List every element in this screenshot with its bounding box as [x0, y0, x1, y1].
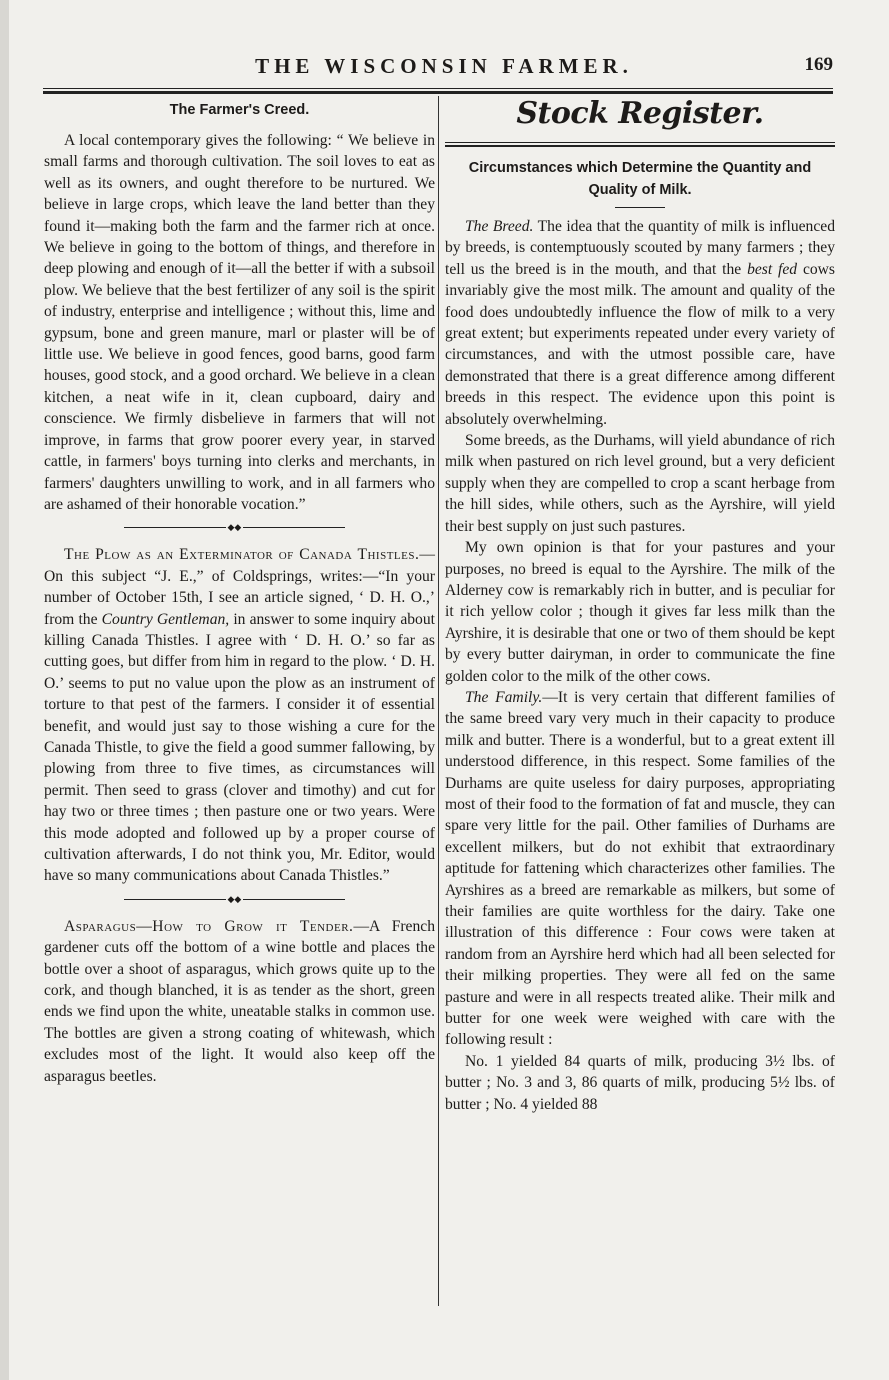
plow-italic: Country Gentleman,: [101, 610, 230, 628]
section-title: Stock Register.: [516, 96, 764, 131]
article-title: Circumstances which Determine the Quantity and Quality of Milk.: [468, 160, 812, 198]
breed-text-1: The idea that the quantity of milk is influenced by breeds, is contemptuously scouted by many farmers ; they tell us the breed is in the mouth, and that the: [445, 218, 835, 278]
durham-paragraph: Some breeds, as the Durhams, will yield abundance of rich milk when pastured on rich level ground, but a very deficient supply when they are compelled to crop a scant herbage from the hill sides, while others, such as the Ayrshire, will yield their best supply on just such pastures.: [445, 432, 835, 535]
right-column: [445, 96, 835, 1115]
family-text: —It is very certain that different families of the same breed vary very much in their capacity to produce milk and butter. There is a wonderful, but to a great extent ill understood difference, in this respect. Some families of the Durhams are quite useless for dairy purposes, appropriating most of their food to the formation of fat and muscle, they can spare very little for the pail. Other families of Durhams are excellent milkers, but do not exhibit that extraordinary aptitude for fattening which characterizes other families. The Ayrshires as a breed are remarkable as milkers, but some of their families are quite worthless for the dairy. Take one illustration of this difference : Four cows were taken at random from an Ayrshire herd which had all been selected for their milking properties. They were all fed on the same pasture and were in all respects treated alike. Their milk and butter for one week were weighed with care with the following result :: [445, 688, 836, 1049]
asparagus-article: [44, 916, 435, 1087]
family-paragraph: [445, 687, 835, 1051]
asparagus-heading: Asparagus—How to Grow it Tender.: [64, 917, 354, 935]
ayrshire-paragraph: My own opinion is that for your pastures and your purposes, no breed is equal to the Ayrshire. The milk of the Alderney cow is remarkably rich in butter, and is peculiar for it rich yellow color ; though it gives far less milk than the Ayrshire, it is desirable that one or two of them should be kept by every butter dairyman, in order to communicate the fine golden color to the milk of the other cows.: [445, 539, 835, 685]
asparagus-text: —A French gardener cuts off the bottom of a wine bottle and places the bottle over a shoot of asparagus, which grows quite up to the cork, and though blanched, it is as tender as the short, green ends we find upon the white, uneatable stalks in common use. The bottles are given a strong coating of whitewash, which excludes most of the light. It would also keep off the asparagus beetles.: [44, 917, 435, 1085]
section-rule: [445, 142, 835, 147]
creed-text: A local contemporary gives the following: “ We believe in small farms and thorough cultivation. The soil loves to eat as well as its owners, and ought therefore to be nurtured. We believe in large crops, which leave the land better than they found it—making both the farm and the farmer rich at once. We believe in going to the bottom of things, and therefore in deep plowing and enough of it—all the better if with a subsoil plow. We believe that the best fertilizer of any soil is the spirit of industry, enterprise and intelligence ; without this, lime and gypsum, bone and green manure, marl or plaster will be of little use. We believe in good fences, good barns, good farm houses, good stock, and a good orchard. We believe in a clean kitchen, a neat wife in it, clean cupboard, dairy and conscience. We firmly disbelieve in farmers that will not improve, in farms that grow poorer every year, in starved cattle, in farmers' boys turning into clerks and merchants, in farmers' daughters unwilling to work, and in all farmers who are ashamed of their honorable vocation.”: [44, 132, 435, 513]
plow-text-2: in answer to some inquiry about killing Canada Thistles. I agree with ‘ D. H. O.’ so far as cutting goes, but differ from him in regard to the plow. ‘ D. H. O.’ seems to put no value upon the plow as an instrument of torture to that pest of the farmers. I consider it of essential benefit, and would just say to those wishing a cure for the Canada Thistle, to give the field a good summer fallowing, by plowing from three to five times, as circumstances will permit. Then seed to grass (clover and timothy) and cut for hay two or three times ; then pasture one or two years. Were this mode adopted and followed up by a proper course of cultivation afterwards, I do not think you, Mr. Editor, would have so many communications about Canada Thistles.”: [44, 610, 435, 885]
running-head: [49, 54, 839, 84]
plow-text-1: —On this subject “J. E.,” of Coldsprings, writes:—“In your number of October 15th, I see an article signed, ‘ D. H. O.,’ from the: [44, 546, 435, 628]
page-number: 169: [804, 54, 833, 75]
title-rule: [615, 207, 665, 208]
header-rule: [43, 88, 833, 94]
breed-label: The Breed.: [465, 218, 534, 235]
plow-heading: The Plow as an Exterminator of Canada Thistles.: [64, 546, 420, 564]
result-paragraph: No. 1 yielded 84 quarts of milk, producing 3½ lbs. of butter ; No. 3 and 3, 86 quarts of milk, producing 5½ lbs. of butter ; No. 4 yielded 88: [445, 1052, 835, 1113]
creed-title: The Farmer's Creed.: [169, 102, 310, 118]
column-divider: [438, 96, 439, 1306]
left-column: [44, 96, 435, 1087]
plow-article: [44, 544, 435, 887]
breed-paragraph: [445, 216, 835, 430]
section-divider: ◆◆: [44, 894, 435, 904]
breed-italic: best fed: [747, 260, 798, 278]
family-label: The Family.: [465, 688, 543, 706]
section-divider: ◆◆: [44, 522, 435, 532]
breed-text-2: cows invariably give the most milk. The amount and quality of the food does undoubtedly influence the flow of milk to a very great extent; but experiments repeated under every variety of circumstances, and with the utmost possible care, have demonstrated that there is a great difference among different breeds in this respect. The evidence upon this point is absolutely overwhelming.: [445, 260, 835, 428]
running-title: THE WISCONSIN FARMER.: [255, 54, 633, 78]
